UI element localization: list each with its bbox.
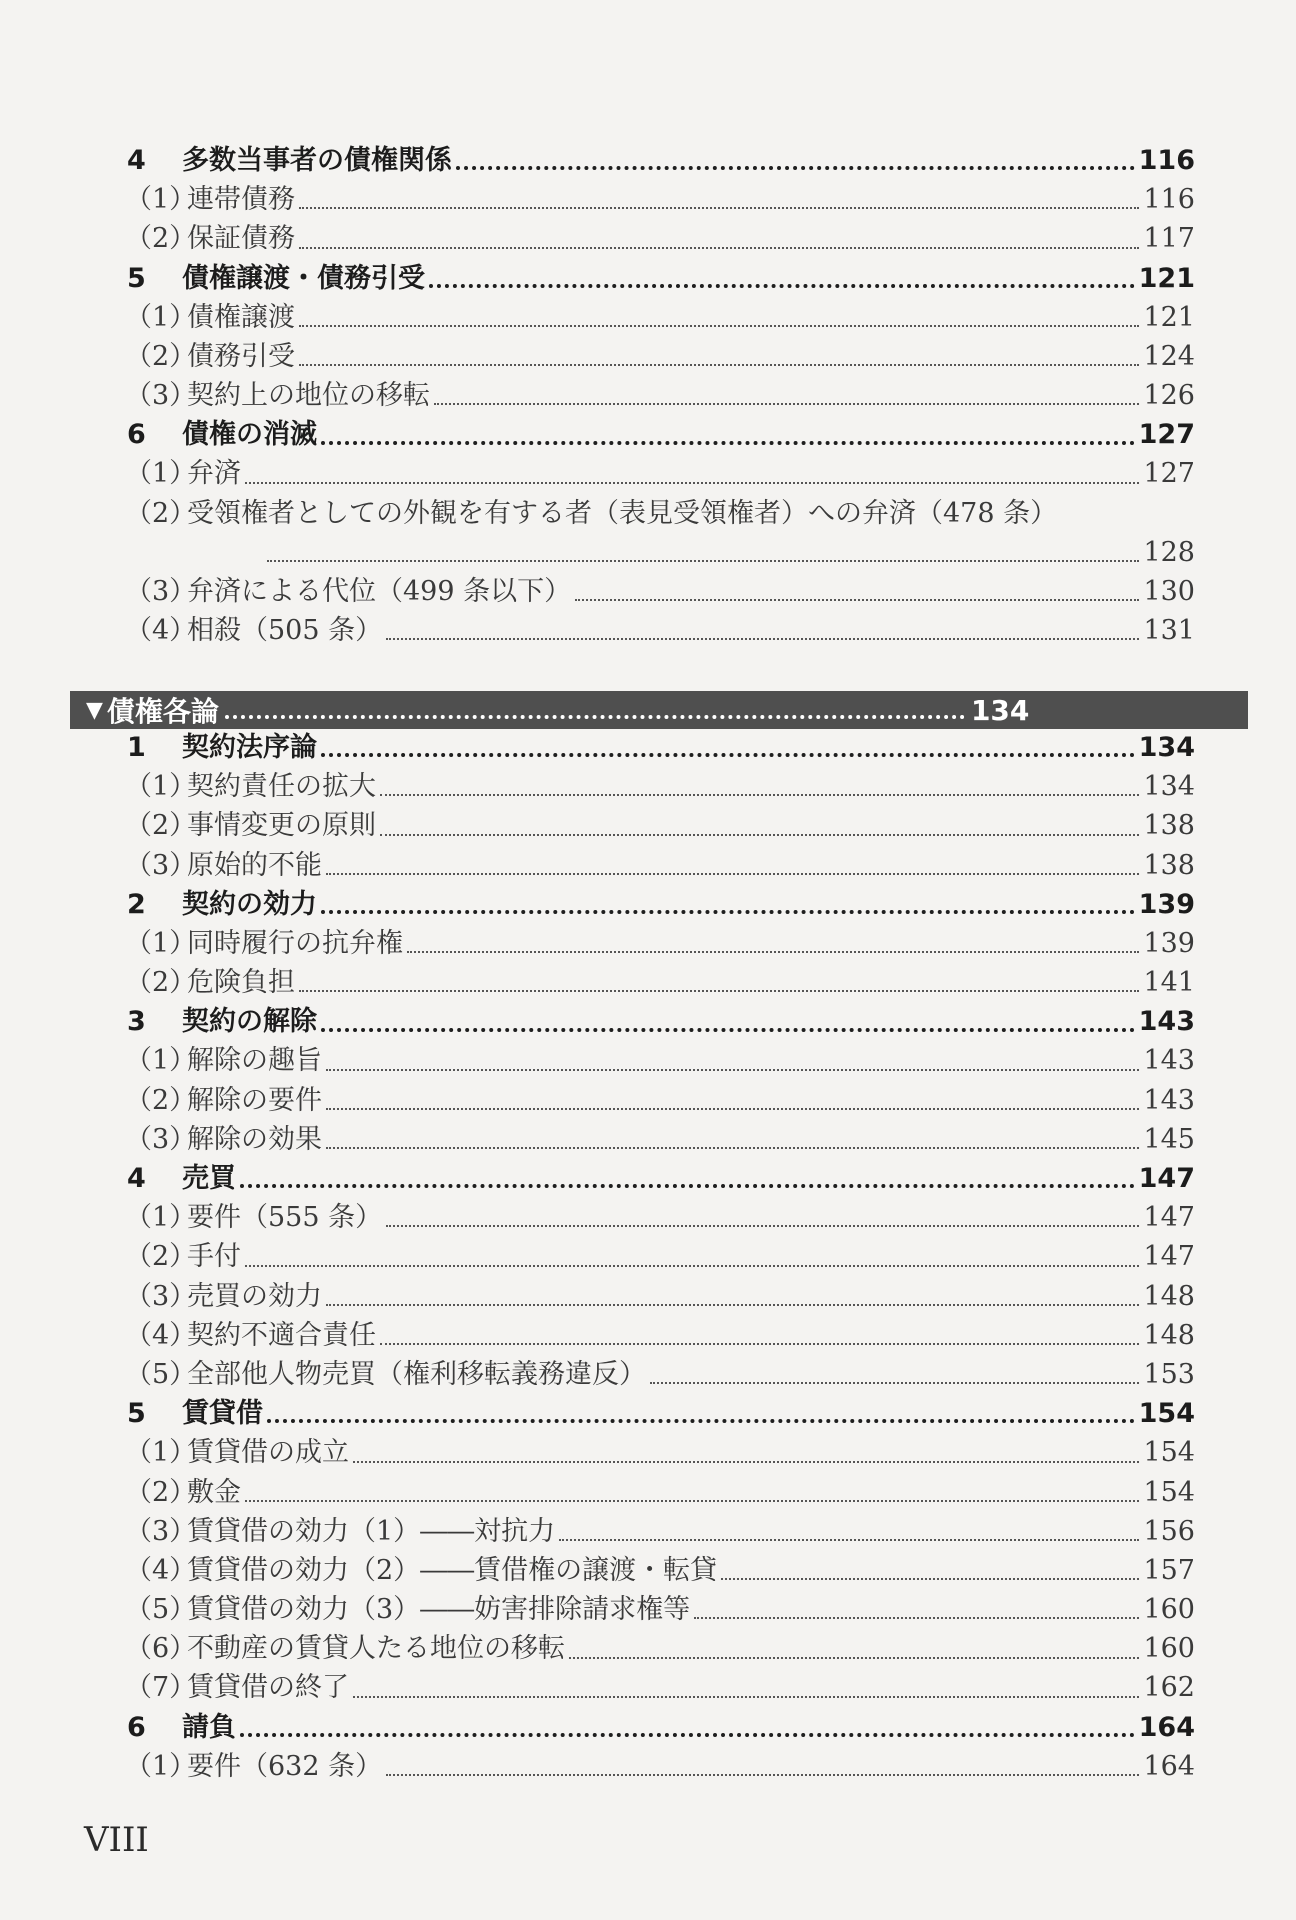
entry-number: （3） (125, 1123, 197, 1155)
leader-dots (299, 247, 1139, 249)
entry-number: 6 (127, 1711, 146, 1743)
entry-title: 不動産の賃貸人たる地位の移転 (187, 1633, 565, 1665)
entry-page: 154 (1143, 1437, 1195, 1469)
entry-page: 145 (1143, 1123, 1195, 1155)
leader-dots (380, 1343, 1139, 1345)
leader-dots (326, 1304, 1139, 1306)
entry-title: 賃貸借の効力（1）――対抗力 (187, 1515, 556, 1547)
leader-dots (326, 873, 1139, 875)
toc-chapter (125, 259, 1195, 298)
entry-title: 同時履行の抗弁権 (187, 927, 403, 959)
entry-page: 141 (1143, 967, 1195, 999)
entry-number: （1） (125, 927, 197, 959)
entry-page: 154 (1143, 1476, 1195, 1508)
entry-number: 2 (127, 888, 146, 920)
leader-dots (434, 403, 1139, 405)
entry-title: 債権譲渡 (187, 301, 295, 333)
entry-number: （2） (125, 223, 197, 255)
entry-number: （2） (125, 967, 197, 999)
toc-entry (125, 767, 1195, 806)
entry-page: 128 (1143, 536, 1195, 568)
toc-entry (125, 1590, 1195, 1629)
page-folio: VIII (84, 1820, 149, 1860)
entry-page: 138 (1143, 810, 1195, 842)
toc-entry (125, 1669, 1195, 1708)
toc-entry-continuation (125, 533, 1195, 572)
leader-dots (380, 834, 1139, 836)
entry-page: 157 (1143, 1554, 1195, 1586)
leader-dots (326, 1147, 1139, 1149)
entry-page: 116 (1143, 184, 1195, 216)
entry-page: 121 (1143, 301, 1195, 333)
leader-dots (240, 1184, 1135, 1188)
toc-entry (125, 611, 1195, 650)
leader-dots (386, 638, 1139, 640)
entry-number: （2） (125, 810, 197, 842)
entry-title: 保証債務 (187, 223, 295, 255)
toc-entry (125, 298, 1195, 337)
entry-page: 164 (1138, 1711, 1195, 1743)
entry-page: 156 (1143, 1515, 1195, 1547)
toc-entry (125, 1512, 1195, 1551)
entry-title: 契約上の地位の移転 (187, 380, 430, 412)
toc-entry (125, 924, 1195, 963)
entry-page: 139 (1138, 888, 1195, 920)
entry-number: （1） (125, 1045, 197, 1077)
entry-number: （1） (125, 1202, 197, 1234)
entry-number: （3） (125, 849, 197, 881)
entry-page: 143 (1138, 1006, 1195, 1038)
toc-entry (125, 1551, 1195, 1590)
leader-dots (326, 1069, 1139, 1071)
leader-dots (559, 1539, 1139, 1541)
leader-dots (240, 1733, 1135, 1737)
toc-entry (125, 1237, 1195, 1276)
toc-block-specific (125, 728, 1195, 1786)
entry-title: 賃貸借 (182, 1398, 263, 1430)
entry-title: 賃貸借の成立 (187, 1437, 349, 1469)
entry-title: 受領権者としての外観を有する者（表見受領権者）への弁済（478 条） (187, 497, 1058, 529)
entry-page: 143 (1143, 1045, 1195, 1077)
entry-number: 3 (127, 1006, 146, 1038)
toc-entry (125, 806, 1195, 845)
entry-number: （5） (125, 1358, 197, 1390)
leader-dots (299, 990, 1139, 992)
entry-number: （1） (125, 771, 197, 803)
entry-number: （7） (125, 1672, 197, 1704)
entry-page: 148 (1143, 1280, 1195, 1312)
entry-title: 売買の効力 (187, 1280, 322, 1312)
entry-title: 危険負担 (187, 967, 295, 999)
entry-page: 162 (1143, 1672, 1195, 1704)
entry-title: 債権譲渡・債務引受 (182, 262, 425, 294)
entry-number: （2） (125, 1241, 197, 1273)
entry-page: 164 (1143, 1750, 1195, 1782)
entry-page: 153 (1143, 1358, 1195, 1390)
entry-title: 解除の効果 (187, 1123, 322, 1155)
leader-dots (245, 482, 1139, 484)
entry-number: 5 (127, 1398, 146, 1430)
entry-page: 160 (1143, 1633, 1195, 1665)
toc-entry (125, 963, 1195, 1002)
entry-number: （3） (125, 380, 197, 412)
leader-dots (353, 1461, 1139, 1463)
toc-entry (125, 846, 1195, 885)
entry-number: （4） (125, 615, 197, 647)
entry-page: 130 (1143, 576, 1195, 608)
entry-number: 6 (127, 419, 146, 451)
section-title: 債権各論 (106, 695, 219, 728)
entry-page: 143 (1143, 1084, 1195, 1116)
toc-entry (125, 572, 1195, 611)
leader-dots (245, 1265, 1139, 1267)
toc-entry (125, 1629, 1195, 1668)
entry-number: （5） (125, 1594, 197, 1626)
entry-title: 賃貸借の効力（3）――妨害排除請求権等 (187, 1594, 691, 1626)
entry-page: 160 (1143, 1594, 1195, 1626)
entry-number: （1） (125, 1750, 197, 1782)
entry-title: 手付 (187, 1241, 241, 1273)
leader-dots (353, 1696, 1139, 1698)
entry-page: 134 (1143, 771, 1195, 803)
leader-dots (299, 364, 1139, 366)
entry-title: 多数当事者の債権関係 (182, 144, 452, 176)
entry-number: 4 (127, 144, 146, 176)
leader-dots (429, 284, 1135, 288)
entry-title: 原始的不能 (187, 849, 322, 881)
toc-chapter (125, 1708, 1195, 1747)
entry-title: 全部他人物売買（権利移転義務違反） (187, 1358, 646, 1390)
section-banner (70, 691, 1248, 729)
toc-entry (125, 494, 1195, 533)
entry-number: （3） (125, 1515, 197, 1547)
entry-title: 契約法序論 (182, 731, 317, 763)
toc-entry (125, 1081, 1195, 1120)
leader-dots (380, 794, 1139, 796)
leader-dots (694, 1617, 1139, 1619)
entry-number: （1） (125, 1437, 197, 1469)
entry-title: 敷金 (187, 1476, 241, 1508)
entry-title: 請負 (182, 1711, 236, 1743)
entry-number: （1） (125, 301, 197, 333)
leader-dots (299, 207, 1139, 209)
toc-entry (125, 455, 1195, 494)
entry-page: 124 (1143, 340, 1195, 372)
entry-page: 138 (1143, 849, 1195, 881)
toc-entry (125, 1042, 1195, 1081)
leader-dots (245, 1500, 1139, 1502)
entry-title: 弁済による代位（499 条以下） (187, 576, 572, 608)
toc-entry (125, 1433, 1195, 1472)
entry-title: 債務引受 (187, 340, 295, 372)
toc-entry (125, 1120, 1195, 1159)
entry-title: 要件（555 条） (187, 1202, 383, 1234)
section-leader-dots (225, 715, 965, 719)
entry-title: 事情変更の原則 (187, 810, 376, 842)
leader-dots (321, 441, 1135, 445)
toc-entry (125, 1473, 1195, 1512)
leader-dots (326, 1108, 1139, 1110)
entry-page: 148 (1143, 1319, 1195, 1351)
entry-number: （4） (125, 1554, 197, 1586)
entry-title: 売買 (182, 1163, 236, 1195)
toc-entry (125, 337, 1195, 376)
leader-dots (407, 951, 1139, 953)
toc-chapter (125, 415, 1195, 454)
toc-block-general (125, 141, 1195, 650)
entry-title: 解除の要件 (187, 1084, 322, 1116)
entry-page: 147 (1138, 1163, 1195, 1195)
entry-page: 134 (1138, 731, 1195, 763)
toc-chapter (125, 1394, 1195, 1433)
entry-page: 116 (1138, 144, 1195, 176)
entry-page: 139 (1143, 927, 1195, 959)
entry-page: 121 (1138, 262, 1195, 294)
entry-title: 弁済 (187, 458, 241, 490)
leader-dots (267, 560, 1139, 562)
entry-number: （3） (125, 576, 197, 608)
toc-chapter (125, 1002, 1195, 1041)
entry-title: 契約の効力 (182, 888, 317, 920)
leader-dots (299, 325, 1139, 327)
entry-number: （1） (125, 458, 197, 490)
toc-chapter (125, 1159, 1195, 1198)
toc-entry (125, 1277, 1195, 1316)
entry-title: 連帯債務 (187, 184, 295, 216)
leader-dots (721, 1578, 1139, 1580)
entry-title: 賃貸借の効力（2）――賃借権の譲渡・転貸 (187, 1554, 718, 1586)
toc-entry (125, 1747, 1195, 1786)
entry-title: 相殺（505 条） (187, 615, 383, 647)
leader-dots (650, 1382, 1139, 1384)
entry-number: （2） (125, 340, 197, 372)
entry-number: 1 (127, 731, 146, 763)
entry-title: 契約不適合責任 (187, 1319, 376, 1351)
toc-chapter (125, 728, 1195, 767)
toc-entry (125, 376, 1195, 415)
entry-page: 147 (1143, 1241, 1195, 1273)
leader-dots (575, 599, 1139, 601)
leader-dots (321, 910, 1135, 914)
entry-title: 契約責任の拡大 (187, 771, 376, 803)
toc-entry (125, 219, 1195, 258)
toc-entry (125, 1198, 1195, 1237)
entry-page: 117 (1143, 223, 1195, 255)
leader-dots (456, 166, 1135, 170)
toc-chapter (125, 885, 1195, 924)
entry-page: 127 (1138, 419, 1195, 451)
entry-number: （1） (125, 184, 197, 216)
entry-title: 債権の消滅 (182, 419, 317, 451)
entry-number: （4） (125, 1319, 197, 1351)
entry-title: 解除の趣旨 (187, 1045, 322, 1077)
entry-number: （6） (125, 1633, 197, 1665)
leader-dots (321, 1028, 1135, 1032)
entry-number: 5 (127, 262, 146, 294)
entry-page: 126 (1143, 380, 1195, 412)
entry-title: 契約の解除 (182, 1006, 317, 1038)
entry-page: 127 (1143, 458, 1195, 490)
entry-number: 4 (127, 1163, 146, 1195)
entry-number: （2） (125, 1476, 197, 1508)
entry-page: 154 (1138, 1398, 1195, 1430)
leader-dots (321, 753, 1135, 757)
entry-number: （2） (125, 497, 197, 529)
leader-dots (386, 1774, 1139, 1776)
triangle-marker-icon: ▼ (86, 697, 103, 723)
toc-entry (125, 180, 1195, 219)
leader-dots (569, 1657, 1139, 1659)
entry-page: 147 (1143, 1202, 1195, 1234)
leader-dots (386, 1225, 1139, 1227)
leader-dots (267, 1419, 1135, 1423)
toc-entry (125, 1316, 1195, 1355)
entry-number: （3） (125, 1280, 197, 1312)
entry-number: （2） (125, 1084, 197, 1116)
entry-title: 要件（632 条） (187, 1750, 383, 1782)
section-page: 134 (970, 693, 1030, 727)
entry-title: 賃貸借の終了 (187, 1672, 349, 1704)
entry-page: 131 (1143, 615, 1195, 647)
toc-chapter (125, 141, 1195, 180)
toc-entry (125, 1355, 1195, 1394)
